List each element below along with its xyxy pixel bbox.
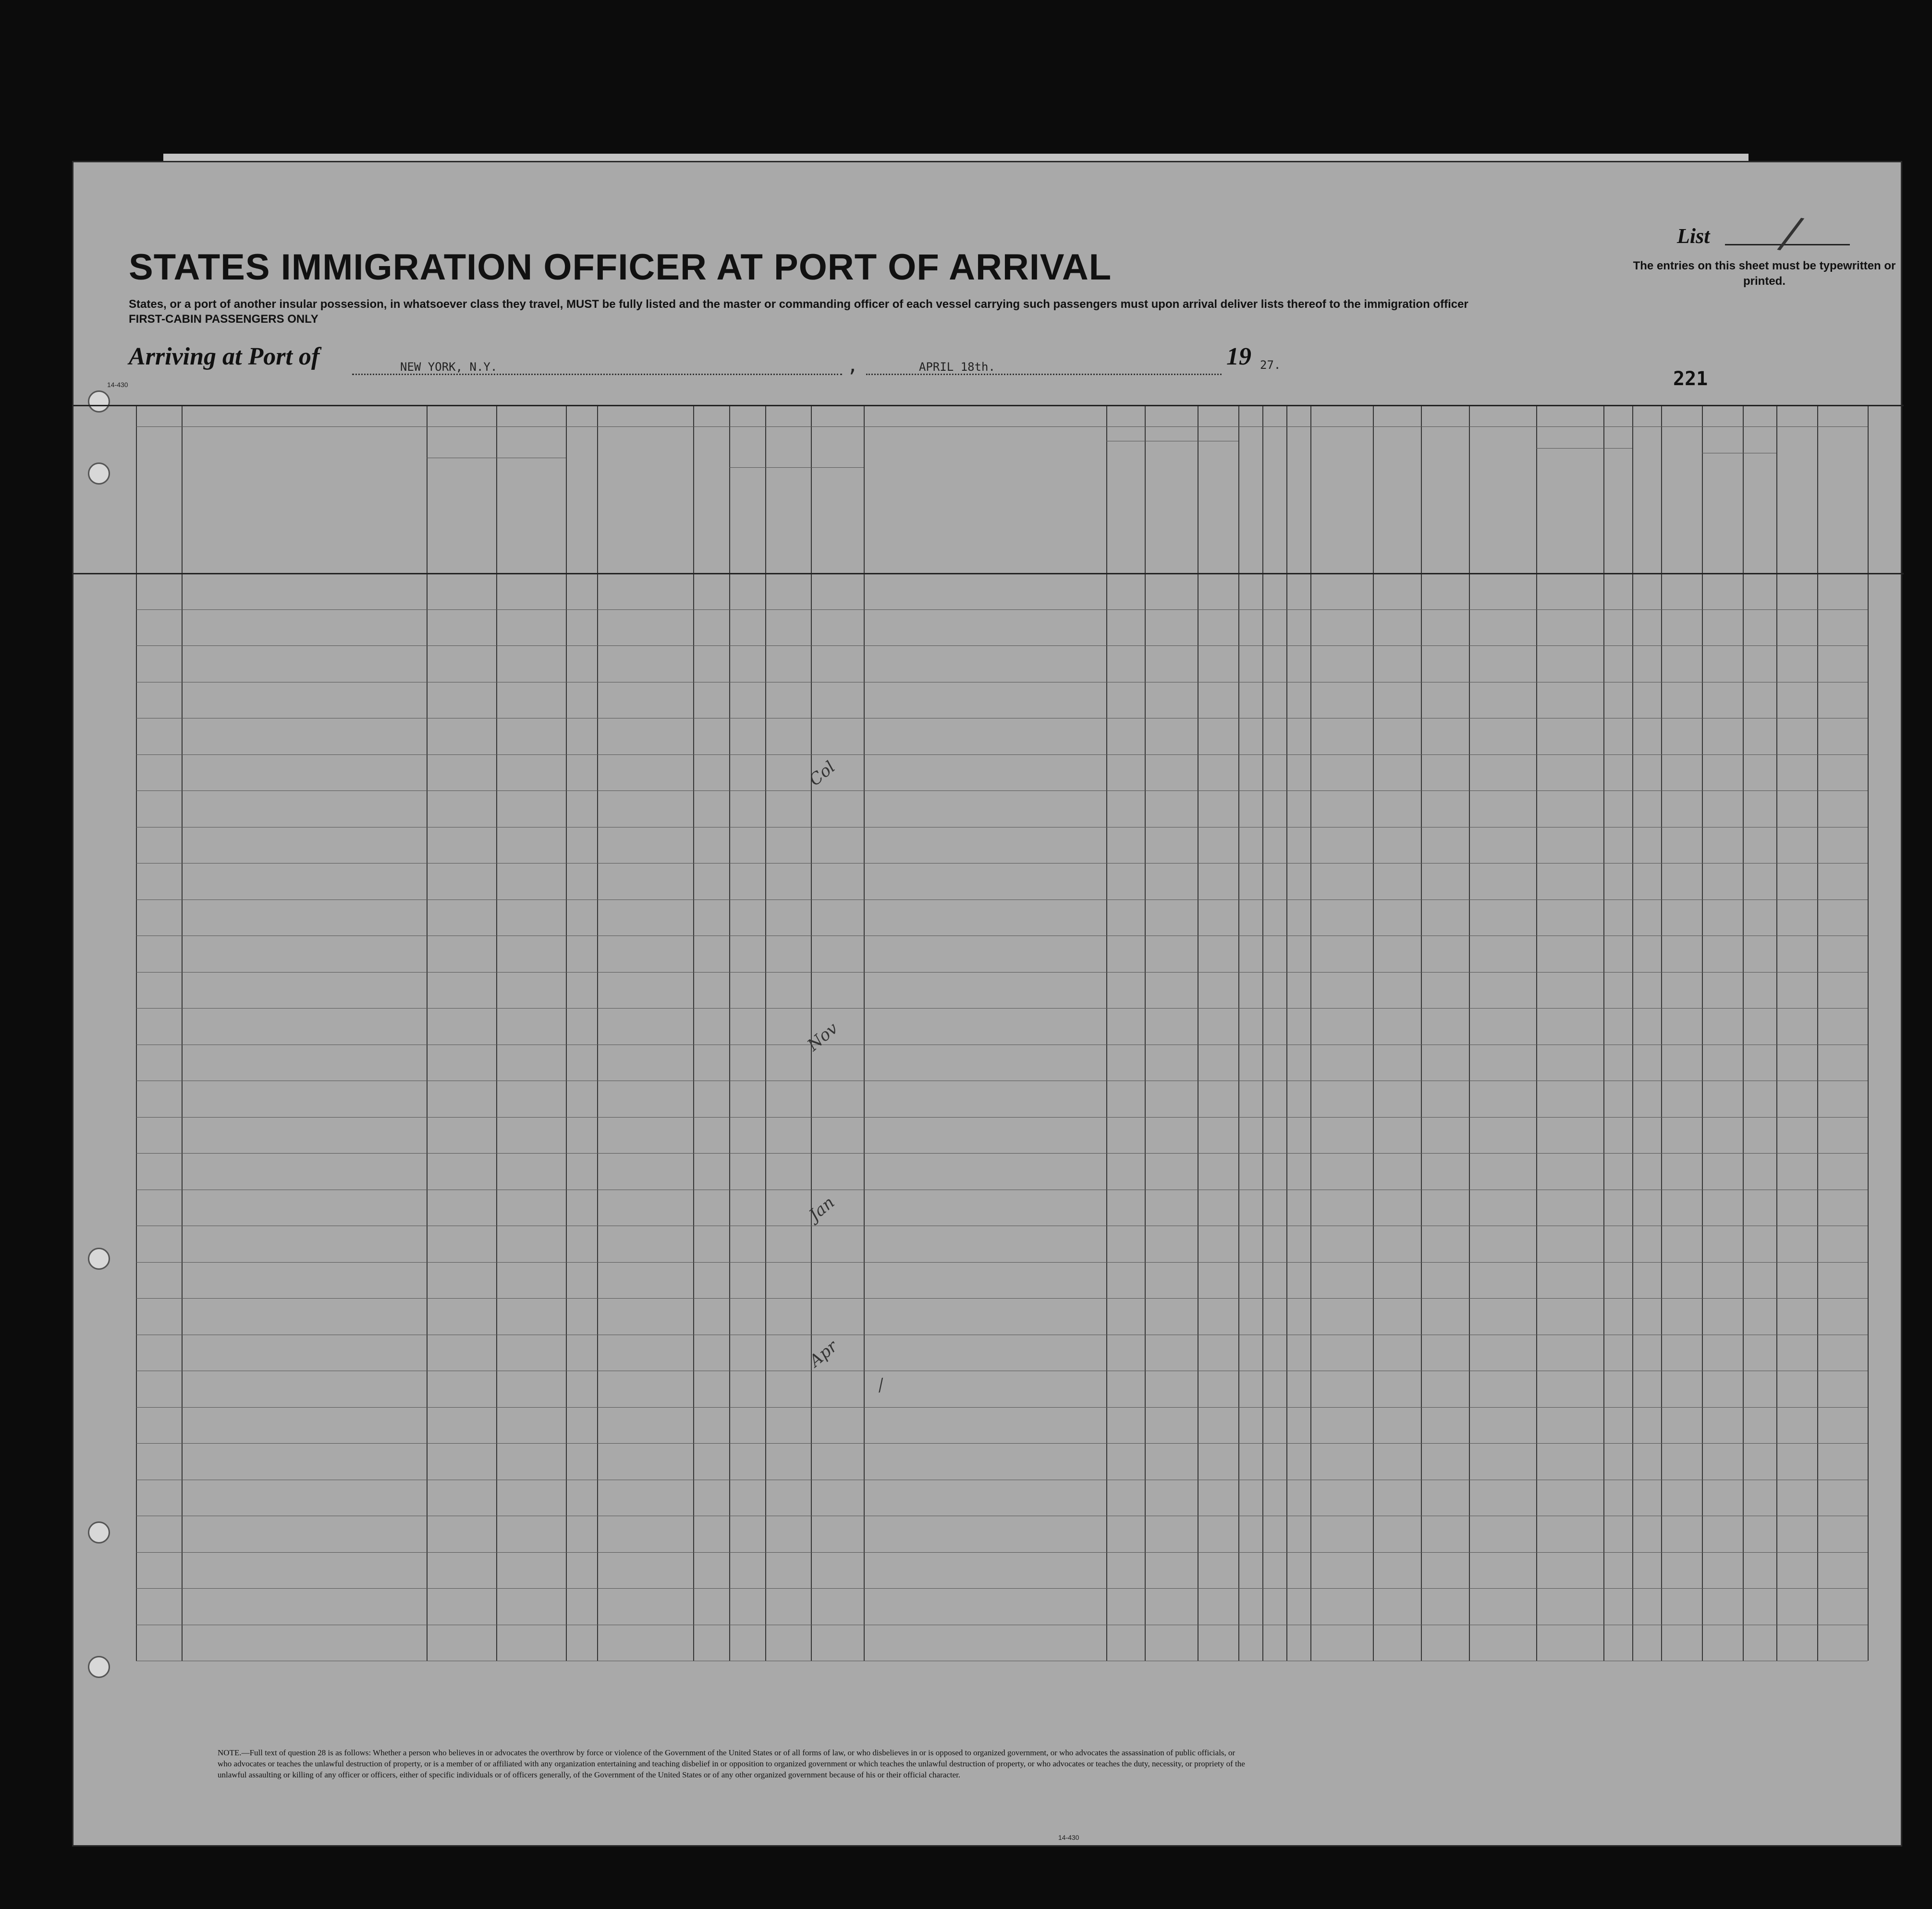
header-ticket <box>569 431 594 568</box>
handwritten-mark: Apr <box>806 1337 842 1371</box>
row-rule <box>136 1117 1868 1118</box>
header-possession-50 <box>696 431 726 568</box>
column-divider <box>136 405 137 1661</box>
column-divider <box>1661 405 1662 1661</box>
typewritten-instruction: The entries on this sheet must be typewritten or printed. <box>1633 259 1896 288</box>
row-rule <box>136 1407 1868 1408</box>
form-title: STATES IMMIGRATION OFFICER AT PORT OF ARRIVAL <box>129 247 1112 288</box>
row-rule <box>136 972 1868 973</box>
form-code: 14-430 <box>107 381 128 389</box>
column-divider <box>1286 405 1287 1661</box>
column-divider <box>1310 405 1311 1661</box>
row-rule <box>136 1298 1868 1299</box>
manifest-sheet <box>72 161 1902 1847</box>
arrival-date: APRIL 18th. <box>919 360 995 374</box>
column-divider <box>1373 405 1374 1661</box>
column-divider <box>427 405 428 1661</box>
column-divider <box>693 405 694 1661</box>
handwritten-mark: / <box>876 1375 886 1395</box>
footer-form-code: 14-430 <box>1058 1834 1079 1841</box>
manifest-table <box>73 162 1904 1848</box>
header-bottom-rule <box>73 573 1904 574</box>
column-divider <box>864 405 865 1661</box>
column-divider <box>1817 405 1818 1661</box>
column-divider <box>1776 405 1777 1661</box>
column-divider <box>1421 405 1422 1661</box>
footnote-question-28: NOTE.—Full text of question 28 is as follows: Whether a person who believes in or advocates the overthrow by force or violence of the Government of the United States or of all forms of law, or who disbelieves in or is opposed to organized government, or who advocates the assassination of public officials, or who advocates or teaches the unlawful destruction of property, or is a member of or affiliated with any organization entertaining and teaching disbelief in or opposition to organized government or which teaches the unlawful destruction of property, or who advocates or teaches the duty, necessity, or propriety of the unlawful assaulting or killing of any officer or officers, either of specific individuals or of officers generally, of the Government of the United States or of any other organized government because of his or their official character. <box>218 1748 1245 1779</box>
before-subrule <box>729 467 864 468</box>
row-rule <box>136 1588 1868 1589</box>
row-rule <box>136 1262 1868 1263</box>
header-purpose-length <box>1148 446 1195 568</box>
column-divider <box>1536 405 1537 1661</box>
row-rule <box>136 609 1868 610</box>
handwritten-mark: Nov <box>804 1019 842 1055</box>
column-divider <box>1262 405 1263 1661</box>
year-prefix: 19 <box>1226 343 1251 370</box>
column-divider <box>1106 405 1107 1661</box>
subtitle-line-2: FIRST-CABIN PASSENGERS ONLY <box>129 313 318 326</box>
column-number-rule <box>136 426 1868 427</box>
column-divider <box>182 405 183 1661</box>
row-rule <box>136 1443 1868 1444</box>
row-rule <box>136 645 1868 646</box>
header-anarchist <box>1289 431 1308 568</box>
column-divider <box>1469 405 1470 1661</box>
comma: , <box>847 354 859 377</box>
handwritten-mark: Col <box>805 757 839 790</box>
list-check-mark: / <box>1779 207 1803 259</box>
header-labor-offer <box>1313 431 1356 568</box>
column-divider <box>1603 405 1604 1661</box>
sheet-number: 221 <box>1673 368 1708 390</box>
column-divider <box>1632 405 1633 1661</box>
column-divider <box>765 405 766 1661</box>
height-subrule <box>1536 448 1632 449</box>
table-top-rule <box>73 405 1904 406</box>
row-rule <box>136 1552 1868 1553</box>
row-rule <box>136 1153 1868 1154</box>
port-value: NEW YORK, N.Y. <box>400 360 498 374</box>
handwritten-mark: Jan <box>805 1192 839 1225</box>
column-divider <box>566 405 567 1661</box>
header-polygamist <box>1265 431 1284 568</box>
arriving-label: Arriving at Port of <box>129 343 320 370</box>
column-divider <box>496 405 497 1661</box>
header-prison <box>1241 431 1259 568</box>
column-divider <box>1743 405 1744 1661</box>
header-deported <box>1352 431 1368 568</box>
column-divider <box>1145 405 1146 1661</box>
year-suffix: 27. <box>1260 358 1281 372</box>
row-rule <box>136 790 1868 791</box>
column-divider <box>1238 405 1239 1661</box>
row-rule <box>136 1008 1868 1009</box>
column-divider <box>1702 405 1703 1661</box>
list-label: List <box>1677 224 1710 248</box>
column-divider <box>729 405 730 1661</box>
column-divider <box>597 405 598 1661</box>
row-rule <box>136 754 1868 755</box>
header-purpose-return <box>1109 446 1142 568</box>
column-divider <box>1868 405 1869 1661</box>
subtitle-line-1: States, or a port of another insular possession, in whatsoever class they travel, MUST be fully listed and the master or commanding officer of each vessel carrying such passengers must upon arrival deliver lists thereof to the immigration officer <box>129 298 1468 311</box>
header-purpose-citizen <box>1200 446 1235 568</box>
